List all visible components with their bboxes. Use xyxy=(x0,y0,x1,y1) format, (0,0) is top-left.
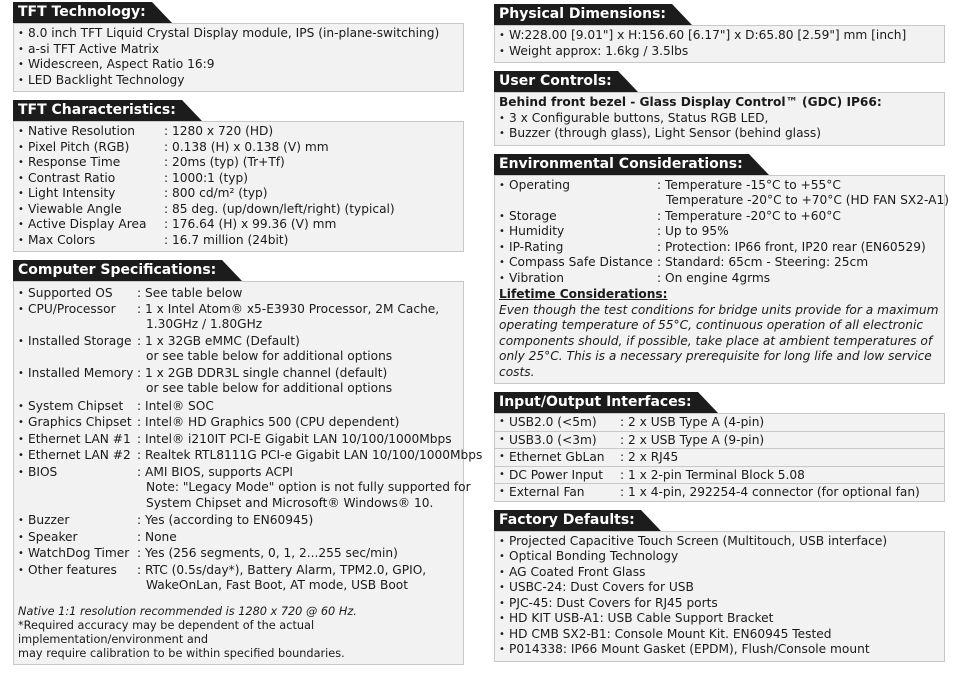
bullet-icon: • xyxy=(18,74,24,86)
bullet-icon: • xyxy=(499,210,505,222)
computer-specs-section xyxy=(13,260,483,665)
bullet-icon: • xyxy=(499,241,505,253)
spec-row: • Light Intensity : 800 cd/m² (typ) xyxy=(18,186,268,200)
section-header xyxy=(494,510,945,531)
bullet-icon: • xyxy=(18,335,24,347)
bullet-icon: • xyxy=(499,468,505,480)
spec-row: • Max Colors : 16.7 million (24bit) xyxy=(18,232,289,247)
bullet-icon: • xyxy=(499,535,505,547)
section-header xyxy=(13,100,464,121)
spec-row: • Compass Safe Distance : Standard: 65cm - Steering: 25cm xyxy=(499,255,869,269)
list-item: • Projected Capacitive Touch Screen (Multitouch, USB interface) xyxy=(499,533,888,548)
spec-row: • Installed Memory : 1 x 2GB DDR3L single channel (default) or see table below for additional options xyxy=(18,365,393,395)
bullet-icon: • xyxy=(18,188,24,199)
bullet-icon: • xyxy=(499,226,505,237)
spec-row: • Ethernet LAN #1 : Intel® i210IT PCI-E Gigabit LAN 10/100/1000Mbps xyxy=(18,431,452,446)
list-item: • HD KIT USB-A1: USB Cable Support Bracket xyxy=(499,611,774,625)
section-body xyxy=(13,121,464,252)
spec-row: • Viewable Angle : 85 deg. (up/down/left/right) (typical) xyxy=(18,201,395,216)
list-item: • Widescreen, Aspect Ratio 16:9 xyxy=(18,57,215,71)
spec-row: • Other features : RTC (0.5s/day*), Battery Alarm, TPM2.0, GPIO, WakeOnLan, Fast Boot, AT mode, USB Boot xyxy=(18,562,427,592)
spec-row: • Vibration : On engine 4grms xyxy=(499,270,771,285)
io-table xyxy=(494,413,945,502)
resolution-note: Native 1:1 resolution recommended is 1280 x 720 @ 60 Hz. xyxy=(18,604,357,618)
section-title: Environmental Considerations: xyxy=(494,154,749,175)
user-controls-section xyxy=(494,71,945,146)
bullet-icon: • xyxy=(18,417,24,428)
accuracy-note: *Required accuracy may be dependent of the actual implementation/environment and xyxy=(18,619,315,646)
bullet-icon: • xyxy=(18,531,24,543)
spec-row: • Operating : Temperature -15°C to +55°C Temperature -20°C to +70°C (HD FAN SX2-A1) xyxy=(499,177,949,207)
bullet-icon: • xyxy=(499,582,505,593)
bullet-icon: • xyxy=(18,203,24,215)
list-item: • AG Coated Front Glass xyxy=(499,564,646,579)
spec-row: • IP-Rating : Protection: IP66 front, IP20 rear (EN60529) xyxy=(499,239,926,254)
bullet-icon: • xyxy=(18,141,24,153)
bullet-icon: • xyxy=(18,433,24,445)
section-title: TFT Characteristics: xyxy=(13,100,182,121)
section-header xyxy=(494,4,945,25)
environmental-section xyxy=(494,154,949,385)
bullet-icon: • xyxy=(18,234,24,246)
bullet-icon: • xyxy=(499,551,505,562)
bullet-icon: • xyxy=(499,628,505,640)
spec-row: • System Chipset : Intel® SOC xyxy=(18,398,214,413)
lifetime-text: Even though the test conditions for bridge units provide for a maximum operating temperature of 55°C, continuous operation of all electronic components should, if possible, take place at ambient temperatures of only 25°C. This is a necessary prerequisite for long life and low service costs. xyxy=(499,302,939,379)
spec-row: • WatchDog Timer : Yes (256 segments, 0, 1, 2...255 sec/min) xyxy=(18,546,398,560)
list-item: • W:228.00 [9.01"] x H:156.60 [6.17"] x D:65.80 [2.59"] mm [inch] xyxy=(499,28,907,42)
list-item: • PJC-45: Dust Covers for RJ45 ports xyxy=(499,595,718,610)
section-header xyxy=(13,260,464,281)
spec-row: • Supported OS : See table below xyxy=(18,286,243,300)
bullet-icon: • xyxy=(18,515,24,526)
bullet-icon: • xyxy=(18,28,24,39)
section-title: Computer Specifications: xyxy=(13,260,222,281)
bullet-icon: • xyxy=(499,272,505,284)
bullet-icon: • xyxy=(18,367,24,379)
bullet-icon: • xyxy=(18,548,24,559)
list-item: • a-si TFT Active Matrix xyxy=(18,41,159,56)
accuracy-note: may require calibration to be within specified boundaries. xyxy=(18,647,345,660)
spec-row: • Storage : Temperature -20°C to +60°C xyxy=(499,208,841,223)
section-title: Physical Dimensions: xyxy=(494,4,672,25)
bullet-icon: • xyxy=(499,433,505,445)
bullet-icon: • xyxy=(499,451,505,462)
lifetime-heading: Lifetime Considerations: xyxy=(499,287,668,301)
bullet-icon: • xyxy=(18,126,24,137)
spec-row: • Active Display Area : 176.64 (H) x 99.36 (V) mm xyxy=(18,217,337,231)
bullet-icon: • xyxy=(499,30,505,41)
section-body xyxy=(13,23,464,92)
bullet-icon: • xyxy=(18,450,24,461)
bullet-icon: • xyxy=(18,43,24,55)
bullet-icon: • xyxy=(18,466,24,478)
spec-row: • Graphics Chipset : Intel® HD Graphics 500 (CPU dependent) xyxy=(18,415,400,429)
section-header xyxy=(494,71,945,92)
section-body xyxy=(494,531,945,662)
spec-row: • Contrast Ratio : 1000:1 (typ) xyxy=(18,170,248,185)
controls-heading: Behind front bezel - Glass Display Control™ (GDC) IP66: xyxy=(499,95,882,109)
section-header xyxy=(13,2,464,23)
bullet-icon: • xyxy=(18,400,24,412)
table-row: • USB2.0 (<5m) : 2 x USB Type A (4-pin) xyxy=(495,414,944,432)
list-item: • 8.0 inch TFT Liquid Crystal Display module, IPS (in-plane-switching) xyxy=(18,26,440,40)
table-row: • DC Power Input : 1 x 2-pin Terminal Block 5.08 xyxy=(495,467,944,485)
bullet-icon: • xyxy=(18,288,24,299)
bullet-icon: • xyxy=(499,179,505,191)
bullet-icon: • xyxy=(18,172,24,184)
section-title: Factory Defaults: xyxy=(494,510,641,531)
left-column xyxy=(13,2,483,673)
tft-technology-section xyxy=(13,2,464,92)
section-header xyxy=(494,392,945,413)
physical-dimensions-section xyxy=(494,4,945,63)
section-title: User Controls: xyxy=(494,71,618,92)
spec-row: • Ethernet LAN #2 : Realtek RTL8111G PCI-e Gigabit LAN 10/100/1000Mbps xyxy=(18,448,483,462)
section-title: TFT Technology: xyxy=(13,2,152,23)
spec-row: • Speaker : None xyxy=(18,529,177,544)
list-item: • Weight approx: 1.6kg / 3.5lbs xyxy=(499,43,689,58)
bullet-icon: • xyxy=(499,416,505,427)
bullet-icon: • xyxy=(499,566,505,578)
list-item: • LED Backlight Technology xyxy=(18,72,185,87)
section-body xyxy=(494,175,949,385)
bullet-icon: • xyxy=(499,644,505,655)
spec-row: • BIOS : AMI BIOS, supports ACPI Note: "Legacy Mode" option is not fully supported for System Chipset and Microsoft® Windows® 10. xyxy=(18,464,471,510)
bullet-icon: • xyxy=(499,486,505,497)
bullet-icon: • xyxy=(499,613,505,624)
table-row: • External Fan : 1 x 4-pin, 292254-4 connector (for optional fan) xyxy=(499,485,920,499)
factory-defaults-section xyxy=(494,510,945,662)
bullet-icon: • xyxy=(18,157,24,168)
bullet-icon: • xyxy=(499,128,505,139)
spec-row: • Humidity : Up to 95% xyxy=(499,224,729,238)
io-interfaces-section xyxy=(494,392,945,502)
bullet-icon: • xyxy=(499,257,505,268)
section-header xyxy=(494,154,945,175)
section-title: Input/Output Interfaces: xyxy=(494,392,698,413)
section-body xyxy=(494,92,945,146)
section-body xyxy=(13,281,483,665)
table-row: • Ethernet GbLan : 2 x RJ45 xyxy=(495,449,944,467)
spec-row: • Installed Storage : 1 x 32GB eMMC (Default) or see table below for additional options xyxy=(18,333,393,363)
bullet-icon: • xyxy=(18,303,24,315)
bullet-icon: • xyxy=(18,564,24,576)
section-body xyxy=(494,25,945,63)
bullet-icon: • xyxy=(499,597,505,609)
list-item: • Buzzer (through glass), Light Sensor (behind glass) xyxy=(499,126,821,140)
bullet-icon: • xyxy=(18,59,24,70)
bullet-icon: • xyxy=(499,112,505,124)
list-item: • HD CMB SX2-B1: Console Mount Kit. EN60945 Tested xyxy=(499,626,832,641)
bullet-icon: • xyxy=(499,45,505,57)
spec-row: • Pixel Pitch (RGB) : 0.138 (H) x 0.138 (V) mm xyxy=(18,139,329,154)
spec-row: • Native Resolution : 1280 x 720 (HD) xyxy=(18,124,274,138)
tft-characteristics-section xyxy=(13,100,464,252)
list-item: • 3 x Configurable buttons, Status RGB LED, xyxy=(499,110,769,125)
table-row: • USB3.0 (<3m) : 2 x USB Type A (9-pin) xyxy=(495,432,944,450)
list-item: • P014338: IP66 Mount Gasket (EPDM), Flush/Console mount xyxy=(499,642,870,656)
list-item: • Optical Bonding Technology xyxy=(499,549,679,563)
bullet-icon: • xyxy=(18,219,24,230)
spec-row: • Buzzer : Yes (according to EN60945) xyxy=(18,513,314,527)
right-column xyxy=(494,4,949,670)
list-item: • USBC-24: Dust Covers for USB xyxy=(499,580,694,594)
spec-row: • Response Time : 20ms (typ) (Tr+Tf) xyxy=(18,155,285,169)
spec-row: • CPU/Processor : 1 x Intel Atom® x5-E3930 Processor, 2M Cache, 1.30GHz / 1.80GHz xyxy=(18,301,440,331)
